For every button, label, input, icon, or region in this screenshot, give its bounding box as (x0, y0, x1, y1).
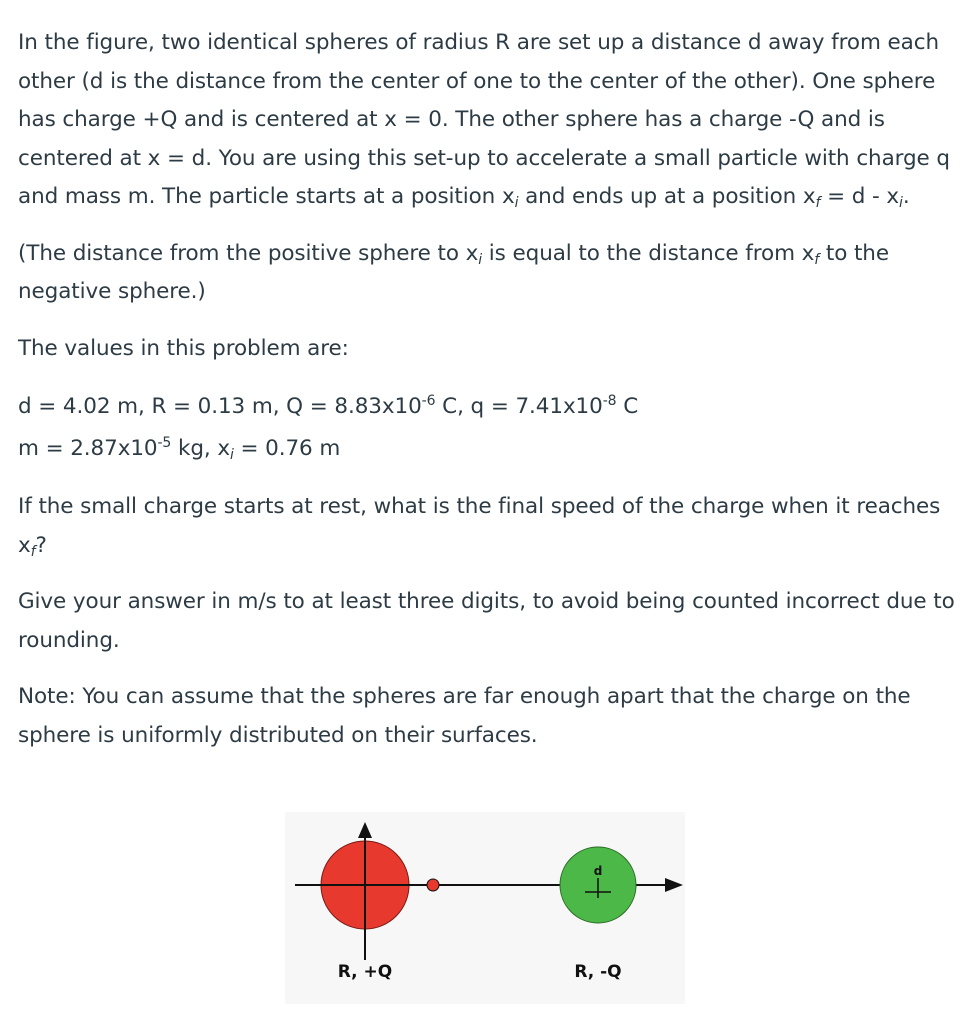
subscript-i: i (899, 195, 903, 211)
subscript-f: f (30, 543, 36, 560)
problem-text (18, 24, 958, 755)
setup-text-4: . (902, 184, 910, 209)
answer-instructions: Give your answer in m/s to at least three digits, to avoid being counted incorrect due to rounding. (18, 589, 955, 653)
question-text-1: If the small charge starts at rest, what is the final speed of the charge when it reaches x (18, 494, 941, 558)
unit-q: C (616, 394, 639, 419)
d-label: d (593, 864, 603, 878)
exponent-q: -8 (602, 393, 617, 409)
value-d-R-Q: d = 4.02 m, R = 0.13 m, Q = 8.83x10 (18, 394, 422, 419)
value-m: m = 2.87x10 (18, 436, 158, 461)
x-axis-arrowhead (665, 878, 683, 892)
values-list (18, 386, 958, 470)
value-xi-label: kg, x (171, 436, 230, 461)
problem-paragraph-distance-note (18, 235, 958, 312)
question-text-2: ? (35, 532, 47, 558)
subscript-f: f (815, 195, 821, 211)
label-positive-sphere: R, +Q (337, 962, 393, 982)
exponent-m: -5 (157, 435, 172, 451)
y-axis-arrowhead (358, 822, 372, 838)
note: Note: You can assume that the spheres are far enough apart that the charge on the sphere is uniformly distributed on their surfaces. (18, 684, 911, 748)
subscript-i: i (229, 447, 234, 463)
distance-text-2: is equal to the distance from x (482, 240, 815, 266)
value-xi: = 0.76 m (233, 436, 341, 461)
subscript-f: f (814, 251, 820, 268)
particle (427, 879, 439, 891)
setup-text-2: and ends up at a position x (518, 184, 816, 209)
distance-text-1: (The distance from the positive sphere to x (18, 240, 479, 266)
subscript-i: i (514, 195, 519, 211)
value-q: C, q = 7.41x10 (435, 394, 603, 419)
label-negative-sphere: R, -Q (574, 962, 622, 982)
question (18, 488, 958, 565)
figure-svg (285, 812, 685, 1004)
subscript-i: i (478, 251, 483, 268)
values-intro: The values in this problem are: (18, 335, 349, 361)
distance-text-3: to the negative sphere.) (18, 240, 889, 304)
spheres-figure (285, 812, 685, 1004)
problem-paragraph-setup (18, 24, 958, 217)
setup-text-3: = d - x (820, 184, 900, 209)
setup-text-1: In the figure, two identical spheres of radius R are set up a distance d away from each other (d is the distance from the center of one to the center of the other). One sphere has charge +Q and is centered at x = 0. The other sphere has a charge -Q and is centered at x = d. You are using this set-up to accelerate a small particle with charge q and mass m. The particle starts at a position x (18, 30, 950, 209)
exponent-Q: -6 (421, 393, 436, 409)
